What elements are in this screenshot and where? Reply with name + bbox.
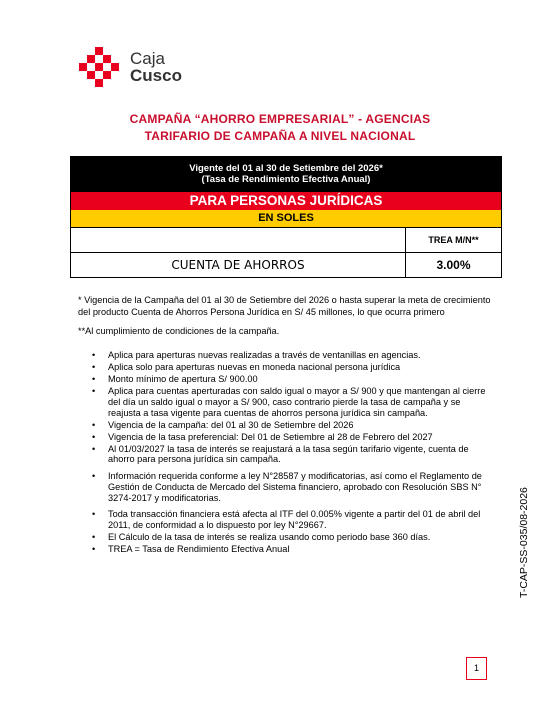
list-item: • TREA = Tasa de Rendimiento Efectiva Anual [92,544,492,555]
table-header-row [71,228,501,253]
validity-line2: (Tasa de Rendimiento Efectiva Anual) [201,174,371,185]
rate-table [70,156,502,278]
product-cell: CUENTA DE AHORROS [71,253,406,277]
campaign-title: CAMPAÑA “AHORRO EMPRESARIAL” - AGENCIAS [129,112,431,126]
page-number: 1 [466,657,487,680]
tariff-subtitle: TARIFARIO DE CAMPAÑA A NIVEL NACIONAL [144,129,416,143]
validity-footnote: * Vigencia de la Campaña del 01 al 30 de Setiembre del 2026 o hasta superar la meta de crecimiento del producto Cuenta de Ahorros Persona Jurídica en S/ 45 millones, lo que ocurra primero [78,295,491,317]
list-item: • Aplica solo para aperturas nuevas en moneda nacional persona jurídica [92,362,492,373]
brand-line2: Cusco [130,66,182,85]
list-item: • Aplica para cuentas aperturadas con saldo igual o mayor a S/ 900 y que mantengan al cierre del día un saldo igual o mayor a S/ 900, caso contrario pierde la tasa de campaña y se reajusta a tasa vigente para cuentas de ahorros persona jurídica sin campaña. [92,386,492,418]
validity-header [71,157,501,192]
table-row [71,253,501,277]
conditions-footnote: **Al cumplimiento de condiciones de la campaña. [78,326,280,336]
list-item: • Información requerida conforme a ley N°28587 y modificatorias, así como el Reglamento de Gestión de Conducta de Mercado del Sistema financiero, aprobado con Resolución SBS N° 3274-2017 y modificatorias. [92,471,492,503]
list-item: • El Cálculo de la tasa de interés se realiza usando como periodo base 360 días. [92,532,492,543]
logo-mark-icon [78,47,124,89]
empty-header-cell [71,228,406,252]
document-code: T-CAP-SS-035/08-2026 [518,487,530,598]
trea-column-header: TREA M/N** [428,235,479,245]
segment-banner: PARA PERSONAS JURÍDICAS [71,192,501,210]
list-item: • Toda transacción financiera está afecta al ITF del 0.005% vigente a partir del 01 de abril del 2011, de conformidad a lo dispuesto por ley N°29667. [92,509,492,531]
list-item: • Vigencia de la campaña: del 01 al 30 de Setiembre del 2026 [92,420,492,431]
rate-cell: 3.00% [436,258,471,272]
list-item: • Al 01/03/2027 la tasa de interés se reajustará a la tasa según tarifario vigente, cuenta de ahorro para persona jurídica sin campaña. [92,444,492,466]
validity-line1: Vigente del 01 al 30 de Setiembre del 2026* [189,163,383,174]
currency-banner: EN SOLES [71,210,501,228]
brand-line1: Caja [130,49,165,68]
conditions-list [92,350,492,556]
list-item: • Aplica para aperturas nuevas realizadas a través de ventanillas en agencias. [92,350,492,361]
list-item: • Monto mínimo de apertura S/ 900.00 [92,374,492,385]
list-item: • Vigencia de la tasa preferencial: Del 01 de Setiembre al 28 de Febrero del 2027 [92,432,492,443]
caja-cusco-logo [78,47,193,89]
